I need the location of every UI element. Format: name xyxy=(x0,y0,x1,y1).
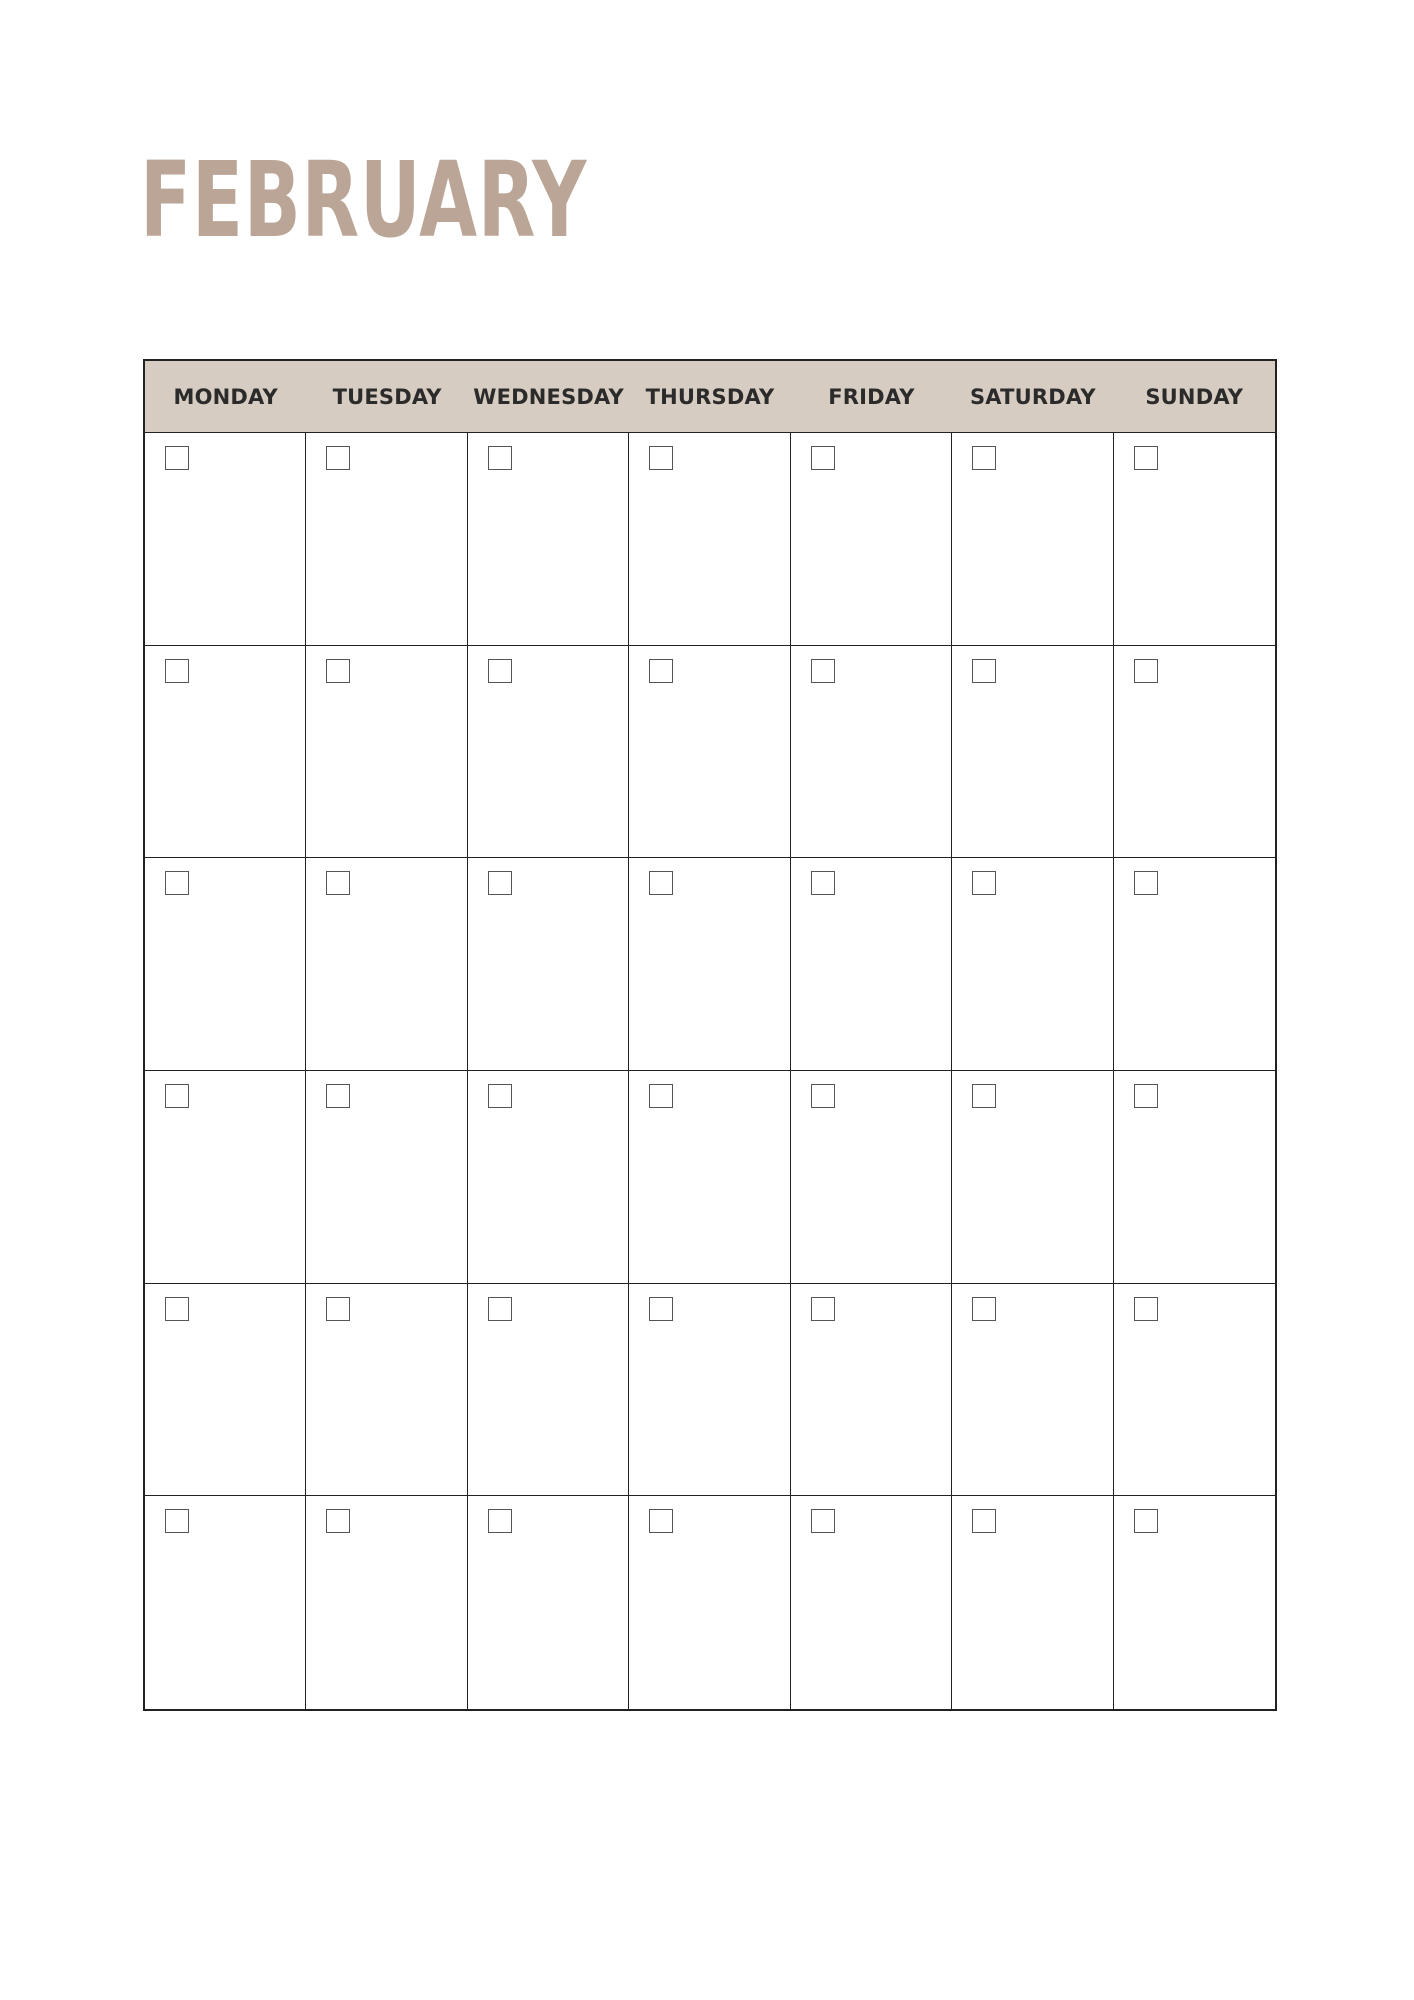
day-checkbox[interactable] xyxy=(811,1509,835,1533)
day-checkbox[interactable] xyxy=(649,871,673,895)
day-cell[interactable] xyxy=(791,1284,952,1497)
day-checkbox[interactable] xyxy=(165,659,189,683)
day-checkbox[interactable] xyxy=(488,1084,512,1108)
weekday-saturday: SATURDAY xyxy=(969,384,1096,409)
weekday-monday: MONDAY xyxy=(173,384,278,409)
day-cell[interactable] xyxy=(306,646,467,859)
day-cell[interactable] xyxy=(952,646,1113,859)
month-title: FEBRUARY xyxy=(140,139,588,261)
day-cell[interactable] xyxy=(468,1071,629,1284)
day-checkbox[interactable] xyxy=(165,871,189,895)
day-cell[interactable] xyxy=(1114,1284,1275,1497)
day-checkbox[interactable] xyxy=(972,1297,996,1321)
day-checkbox[interactable] xyxy=(972,1509,996,1533)
weekday-friday: FRIDAY xyxy=(828,384,915,409)
day-checkbox[interactable] xyxy=(488,1297,512,1321)
day-checkbox[interactable] xyxy=(1134,446,1158,470)
day-cell[interactable] xyxy=(145,433,306,646)
day-cell[interactable] xyxy=(791,1496,952,1709)
day-cell[interactable] xyxy=(306,858,467,1071)
day-cell[interactable] xyxy=(306,1284,467,1497)
day-cell[interactable] xyxy=(468,858,629,1071)
day-checkbox[interactable] xyxy=(488,659,512,683)
day-checkbox[interactable] xyxy=(165,1084,189,1108)
day-cell[interactable] xyxy=(468,1496,629,1709)
day-checkbox[interactable] xyxy=(972,659,996,683)
day-cell[interactable] xyxy=(791,858,952,1071)
day-checkbox[interactable] xyxy=(1134,1509,1158,1533)
day-checkbox[interactable] xyxy=(972,871,996,895)
day-checkbox[interactable] xyxy=(649,1297,673,1321)
day-cell[interactable] xyxy=(629,1284,790,1497)
day-checkbox[interactable] xyxy=(326,1509,350,1533)
day-checkbox[interactable] xyxy=(972,446,996,470)
day-checkbox[interactable] xyxy=(1134,1084,1158,1108)
day-cell[interactable] xyxy=(145,858,306,1071)
day-checkbox[interactable] xyxy=(1134,659,1158,683)
day-checkbox[interactable] xyxy=(326,659,350,683)
day-checkbox[interactable] xyxy=(649,446,673,470)
day-checkbox[interactable] xyxy=(811,446,835,470)
day-cell[interactable] xyxy=(468,433,629,646)
day-cell[interactable] xyxy=(791,1071,952,1284)
day-checkbox[interactable] xyxy=(1134,1297,1158,1321)
day-checkbox[interactable] xyxy=(649,1084,673,1108)
day-cell[interactable] xyxy=(952,1284,1113,1497)
day-cell[interactable] xyxy=(791,433,952,646)
day-cell[interactable] xyxy=(952,1496,1113,1709)
day-checkbox[interactable] xyxy=(649,659,673,683)
day-checkbox[interactable] xyxy=(1134,871,1158,895)
day-cell[interactable] xyxy=(145,1284,306,1497)
day-checkbox[interactable] xyxy=(811,1297,835,1321)
weekday-header-row xyxy=(145,361,1275,433)
day-cell[interactable] xyxy=(629,1496,790,1709)
day-cell[interactable] xyxy=(1114,433,1275,646)
day-cell[interactable] xyxy=(468,1284,629,1497)
day-cell[interactable] xyxy=(629,433,790,646)
day-cell[interactable] xyxy=(145,1071,306,1284)
day-checkbox[interactable] xyxy=(488,871,512,895)
day-cell[interactable] xyxy=(145,1496,306,1709)
day-checkbox[interactable] xyxy=(326,446,350,470)
day-checkbox[interactable] xyxy=(326,871,350,895)
day-checkbox[interactable] xyxy=(165,1509,189,1533)
day-cell[interactable] xyxy=(1114,1496,1275,1709)
day-cell[interactable] xyxy=(952,1071,1113,1284)
day-cell[interactable] xyxy=(306,433,467,646)
day-checkbox[interactable] xyxy=(972,1084,996,1108)
day-checkbox[interactable] xyxy=(488,446,512,470)
weekday-wednesday: WEDNESDAY xyxy=(473,384,624,409)
day-checkbox[interactable] xyxy=(165,446,189,470)
day-cell[interactable] xyxy=(306,1071,467,1284)
day-cell[interactable] xyxy=(952,858,1113,1071)
day-cell[interactable] xyxy=(306,1496,467,1709)
day-cell[interactable] xyxy=(629,858,790,1071)
day-checkbox[interactable] xyxy=(811,659,835,683)
day-checkbox[interactable] xyxy=(811,871,835,895)
day-cell[interactable] xyxy=(145,646,306,859)
calendar-grid xyxy=(143,359,1277,1711)
day-checkbox[interactable] xyxy=(326,1297,350,1321)
day-cell[interactable] xyxy=(468,646,629,859)
day-checkbox[interactable] xyxy=(649,1509,673,1533)
day-cell[interactable] xyxy=(952,433,1113,646)
day-cell[interactable] xyxy=(629,646,790,859)
day-cell[interactable] xyxy=(629,1071,790,1284)
weekday-thursday: THURSDAY xyxy=(645,384,775,409)
day-cell[interactable] xyxy=(1114,646,1275,859)
weekday-sunday: SUNDAY xyxy=(1145,384,1244,409)
day-cell[interactable] xyxy=(791,646,952,859)
calendar-weeks xyxy=(145,433,1275,1709)
day-checkbox[interactable] xyxy=(488,1509,512,1533)
day-cell[interactable] xyxy=(1114,858,1275,1071)
weekday-tuesday: TUESDAY xyxy=(332,384,442,409)
day-checkbox[interactable] xyxy=(326,1084,350,1108)
day-checkbox[interactable] xyxy=(811,1084,835,1108)
day-cell[interactable] xyxy=(1114,1071,1275,1284)
day-checkbox[interactable] xyxy=(165,1297,189,1321)
